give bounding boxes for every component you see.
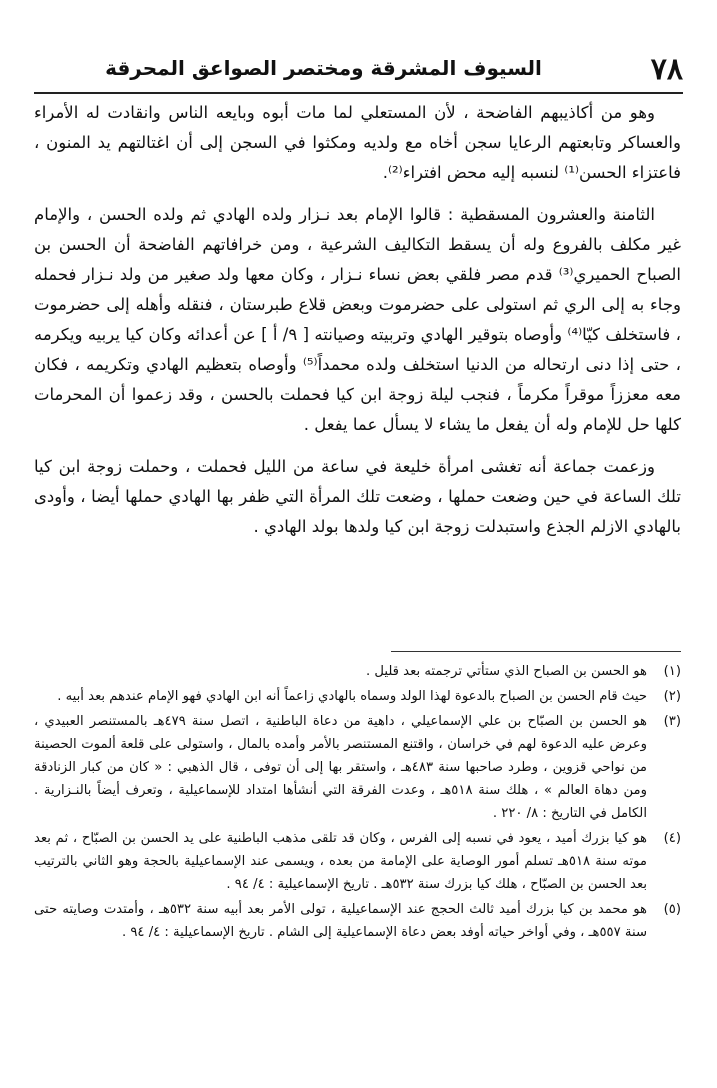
main-text <box>34 98 681 542</box>
footnote-1 <box>34 660 681 683</box>
footnote-number: (٢) <box>663 689 681 704</box>
paragraph-2: الثامنة والعشرون المسقطية : قالوا الإمام بعد نـزار ولده الهادي ثم ولده الحسن ، والإمام غير مكلف بالفروع وله أن يسقط التكاليف الشرعية ، ومن خرافاتهم الفاضحة أن الحسن بن الصباح الحميري⁽³⁾ قدم مصر فلقي بعض نساء نـزار ، وكان معها ولد صغير من ولد نـزار فحمله وجاء به إلى الري ثم استولى على حضرموت وبعض قلاع طبرستان ، فنقله وأهله إلى حضرموت ، فاستخلف كيّا⁽⁴⁾ وأوصاه بتوقير الهادي وتربيته وصيانته [ ٩/ أ ] عن أعدائه وكان كيا يربيه ويكرمه ، حتى إذا دنى ارتحاله من الدنيا استخلف ولده محمداً⁽⁵⁾ وأوصاه بتعظيم الهادي وتكريمه ، فكان معه معززاً موقراً مكرماً ، فنجب ليلة زوجة ابن كيا فحملت بالحسن ، وقد زعموا أن المحرمات كلها حل للإمام وله أن يفعل ما يشاء لا يسأل عما يفعل . <box>34 205 682 434</box>
footnote-4 <box>34 827 681 896</box>
running-title: السيوف المشرقة ومختصر الصواعق المحرقة <box>105 56 542 80</box>
footnote-number: (٥) <box>663 902 681 917</box>
footnote-number: (٣) <box>663 714 681 729</box>
footnote-text: هو محمد بن كيا بزرك أميد ثالث الحجج عند الإسماعيلية ، تولى الأمر بعد أبيه سنة ٥٣٢هـ ، وأمتدت وصايته حتى سنة ٥٥٧هـ ، وفي أواخر حياته أوفد بعض دعاة الإسماعيلية إلى الشام . تاريخ الإسماعيلية : ٤/ ٩٤ . <box>34 902 647 940</box>
footnote-number: (٤) <box>663 831 681 846</box>
footnote-text: هو كيا بزرك أميد ، يعود في نسبه إلى الفرس ، وكان قد تلقى مذهب الباطنية على يد الحسن بن الصبّاح ، ثم بعد موته سنة ٥١٨هـ تسلم أمور الوصاية على الإمامة من بعده ، ويسمى عند الإسماعيلية بالحجة وهو الثاني بالترتيب بعد الحسن بن الصبّاح ، هلك كيا بزرك سنة ٥٣٢هـ . تاريخ الإسماعيلية : ٤/ ٩٤ . <box>34 831 647 892</box>
footnote-divider <box>391 651 681 652</box>
header-divider <box>34 92 683 94</box>
footnote-text: هو الحسن بن الصبّاح بن علي الإسماعيلي ، داهية من دعاة الباطنية ، اتصل سنة ٤٧٩هـ بالمستنصر العبيدي ، وعرض عليه الدعوة لهم في خراسان ، واقتنع المستنصر بالأمر وأمده بالمال ، واستولى على قلعة ألموت الحصينة من نواحي قزوين ، وطرد صاحبها سنة ٤٨٣هـ ، واستقر بها إلى أن توفى ، قال الذهبي : « كان من كبار الزنادقة ومن دهاة العالم » ، هلك سنة ٥١٨هـ ، وعدت الفرقة التي أنشأها امتداد للإسماعيلية ، وتعرف أيضاً بالنـزارية . الكامل في التاريخ : ٨/ ٢٢٠ . <box>34 714 647 821</box>
page-header <box>34 50 683 94</box>
footnote-3 <box>34 710 681 825</box>
footnote-number: (١) <box>663 664 681 679</box>
footnote-text: حيث قام الحسن بن الصباح بالدعوة لهذا الولد وسماه بالهادي زاعماً أنه ابن الهادي فهو الإمام عندهم بعد أبيه . <box>57 689 647 704</box>
footnotes <box>34 660 681 946</box>
footnote-text: هو الحسن بن الصباح الذي ستأتي ترجمته بعد قليل . <box>365 664 647 679</box>
paragraph-1: وهو من أكاذيبهم الفاضحة ، لأن المستعلي لما مات أبوه وبايعه الناس وانقادت له الأمراء والعساكر وتابعتهم الرعايا سجن أخاه مع ولديه ومكثوا في السجن إلى أن اغتالتهم يد المنون ، فاعتزاء الحسن⁽¹⁾ لنسبه إليه محض افتراء⁽²⁾. <box>34 103 681 182</box>
footnote-5 <box>34 898 681 944</box>
page-number: ٧٨ <box>650 52 683 87</box>
paragraph-3: وزعمت جماعة أنه تغشى امرأة خليعة في ساعة من الليل فحملت ، وحملت زوجة ابن كيا تلك الساعة في حين وضعت حملها ، وضعت تلك المرأة التي ظفر بها الهادي حملها أيضا ، وأودى بالهادي الازلم الجذع واستبدلت زوجة ابن كيا ولدها بولد الهادي . <box>34 457 681 536</box>
footnote-2 <box>34 685 681 708</box>
